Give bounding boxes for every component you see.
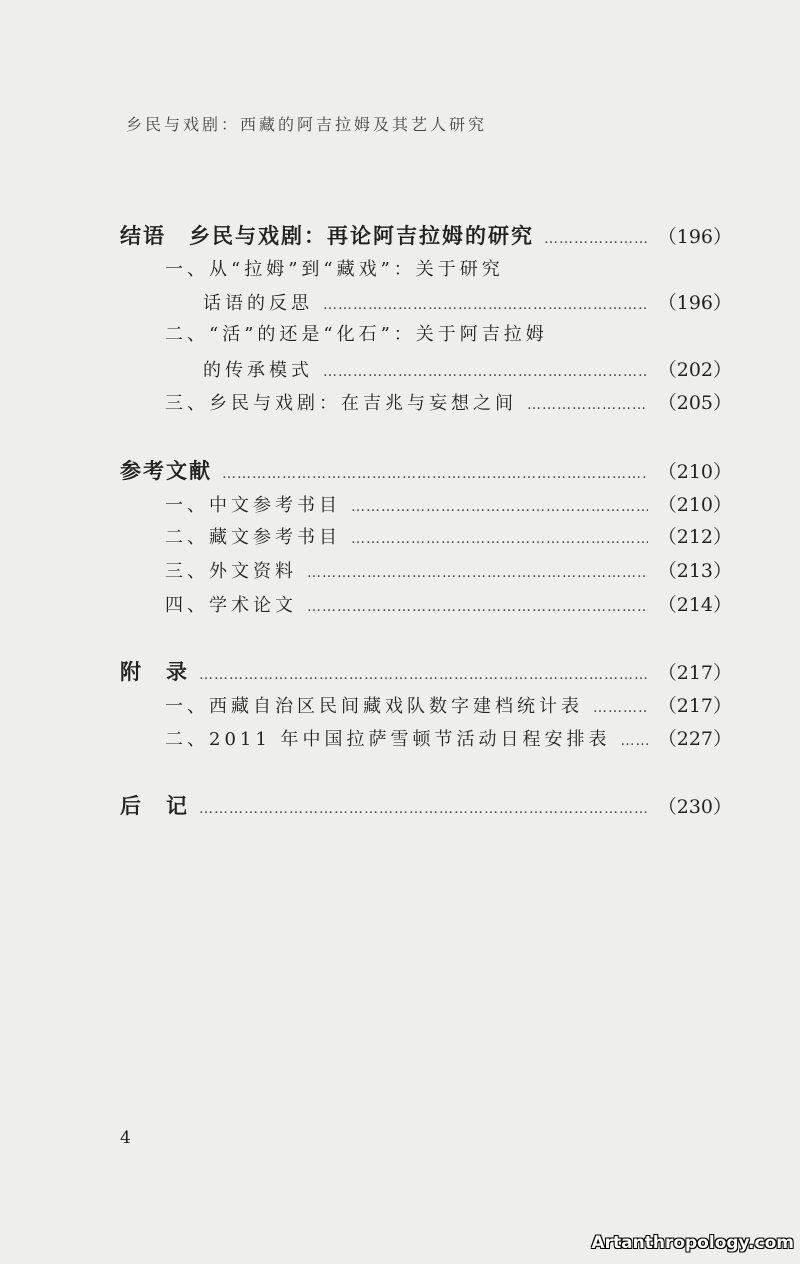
toc-page-number: （213） <box>657 560 732 582</box>
toc-heading-conclusion: 结语 乡民与戏剧：再论阿吉拉姆的研究 <box>120 224 534 248</box>
toc-page-number: （196） <box>657 292 732 314</box>
toc-entry-conclusion <box>120 220 732 250</box>
toc-page-number: （205） <box>657 392 732 414</box>
dot-leader <box>199 667 648 683</box>
toc-subentry-label: 话语的反思 <box>203 293 313 314</box>
toc-subentry-2 <box>203 355 732 382</box>
toc-entry-appendix <box>120 656 732 686</box>
running-head: 乡民与戏剧：西藏的阿吉拉姆及其艺人研究 <box>126 115 488 134</box>
toc-subentry-3 <box>165 388 732 415</box>
toc-subentry-ref-3 <box>165 556 732 583</box>
dot-leader <box>621 733 648 749</box>
dot-leader <box>593 700 648 716</box>
page-number: 4 <box>120 1128 131 1148</box>
toc-subentry-label: 的传承模式 <box>203 360 313 381</box>
toc-page-number: （214） <box>657 594 732 616</box>
dot-leader <box>307 599 648 615</box>
dot-leader <box>351 531 648 547</box>
toc-page-number: （217） <box>657 695 732 717</box>
toc-page-number: （230） <box>657 796 732 818</box>
toc-page-number: （227） <box>657 728 732 750</box>
dot-leader <box>307 565 648 581</box>
dot-leader <box>544 231 648 247</box>
toc-subentry-ref-4 <box>165 590 732 617</box>
toc-page-number: （212） <box>657 526 732 548</box>
dot-leader <box>527 397 648 413</box>
toc-subentry-label: 二、“活”的还是“化石”：关于阿吉拉姆 <box>165 324 548 345</box>
dot-leader <box>323 364 648 380</box>
toc-heading-appendix: 附 录 <box>120 660 189 684</box>
toc-page-number: （210） <box>657 461 732 483</box>
dot-leader <box>351 499 648 515</box>
toc-subentry-label: 一、中文参考书目 <box>165 495 341 516</box>
dot-leader <box>323 297 648 313</box>
dot-leader <box>222 466 648 482</box>
toc-subentry-app-1 <box>165 691 732 718</box>
toc-subentry-label: 三、外文资料 <box>165 561 297 582</box>
toc-page-number: （210） <box>657 494 732 516</box>
toc-entry-references <box>120 455 732 485</box>
toc-heading-references: 参考文献 <box>120 459 212 483</box>
watermark-logo: Artanthropology.com <box>591 1233 794 1253</box>
toc-subentry-label: 一、西藏自治区民间藏戏队数字建档统计表 <box>165 696 583 717</box>
toc-subentry-1 <box>203 288 732 315</box>
toc-page-number: （202） <box>657 359 732 381</box>
toc-subentry-ref-1 <box>165 490 732 517</box>
toc-subentry-ref-2 <box>165 522 732 549</box>
toc-subentry-label: 四、学术论文 <box>165 595 297 616</box>
toc-page-number: （196） <box>657 226 732 248</box>
toc-subentry-label: 一、从“拉姆”到“藏戏”：关于研究 <box>165 259 504 280</box>
dot-leader <box>199 801 648 817</box>
toc-entry-afterword <box>120 790 732 820</box>
toc-subentry-label: 二、2011 年中国拉萨雪顿节活动日程安排表 <box>165 729 611 750</box>
toc-subentry-label: 二、藏文参考书目 <box>165 527 341 548</box>
toc-subentry-app-2 <box>165 724 732 751</box>
toc-subentry-label: 三、乡民与戏剧：在吉兆与妄想之间 <box>165 393 517 414</box>
toc-page-number: （217） <box>657 662 732 684</box>
toc-heading-afterword: 后 记 <box>120 794 189 818</box>
